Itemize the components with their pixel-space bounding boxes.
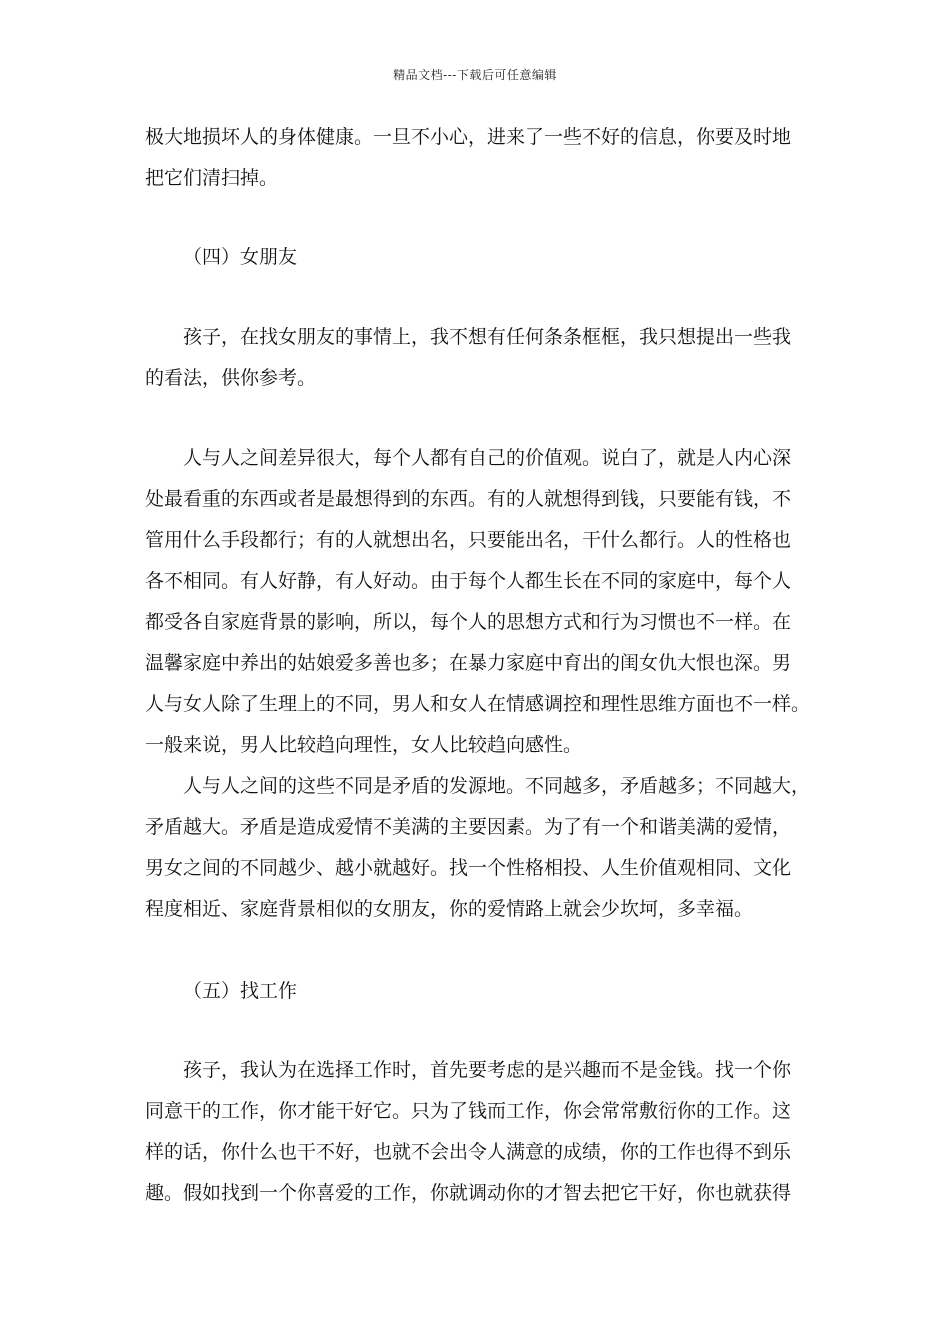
paragraph-job	[145, 1050, 809, 1214]
text-line: 极大地损坏人的身体健康。一旦不小心，进来了一些不好的信息，你要及时地	[145, 126, 792, 148]
text-line: 一般来说，男人比较趋向理性，女人比较趋向感性。	[145, 734, 583, 756]
text-line: 管用什么手段都行；有的人就想出名，只要能出名，干什么都行。人的性格也	[145, 529, 792, 551]
text-line: 同意干的工作，你才能干好它。只为了钱而工作，你会常常敷衍你的工作。这	[145, 1100, 792, 1122]
page-header: 精品文档---下载后可任意编辑	[393, 68, 557, 82]
text-line: 人与女人除了生理上的不同，男人和女人在情感调控和理性思维方面也不一样。	[145, 693, 811, 715]
text-line: 把它们清扫掉。	[145, 167, 279, 189]
text-line: 人与人之间差异很大，每个人都有自己的价值观。说白了，就是人内心深	[183, 447, 792, 469]
text-line: 样的话，你什么也干不好，也就不会出令人满意的成绩，你的工作也得不到乐	[145, 1141, 792, 1163]
text-line: 各不相同。有人好静，有人好动。由于每个人都生长在不同的家庭中，每个人	[145, 570, 792, 592]
section-heading-text: （五）找工作	[183, 980, 298, 1002]
text-line: 趣。假如找到一个你喜爱的工作，你就调动你的才智去把它干好，你也就获得	[145, 1182, 792, 1204]
section-heading-job	[145, 971, 809, 1012]
text-line: 都受各自家庭背景的影响，所以，每个人的思想方式和行为习惯也不一样。在	[145, 611, 792, 633]
section-heading-girlfriend	[145, 237, 809, 278]
text-line: 孩子，我认为在选择工作时，首先要考虑的是兴趣而不是金钱。找一个你	[183, 1059, 792, 1081]
text-line: 程度相近、家庭背景相似的女朋友，你的爱情路上就会少坎坷，多幸福。	[145, 898, 754, 920]
text-line: 孩子，在找女朋友的事情上，我不想有任何条条框框，我只想提出一些我	[183, 326, 792, 348]
text-line: 温馨家庭中养出的姑娘爱多善也多；在暴力家庭中育出的闺女仇大恨也深。男	[145, 652, 792, 674]
text-line: 处最看重的东西或者是最想得到的东西。有的人就想得到钱，只要能有钱，不	[145, 488, 792, 510]
text-line: 的看法，供你参考。	[145, 367, 317, 389]
text-line: 人与人之间的这些不同是矛盾的发源地。不同越多，矛盾越多；不同越大，	[183, 775, 811, 797]
paragraph-girlfriend-intro	[145, 317, 809, 399]
text-line: 矛盾越大。矛盾是造成爱情不美满的主要因素。为了有一个和谐美满的爱情，	[145, 816, 792, 838]
paragraph-differences	[145, 438, 809, 930]
text-line: 男女之间的不同越少、越小就越好。找一个性格相投、人生价值观相同、文化	[145, 857, 792, 879]
section-heading-text: （四）女朋友	[183, 246, 298, 268]
paragraph-continuation	[145, 117, 809, 199]
